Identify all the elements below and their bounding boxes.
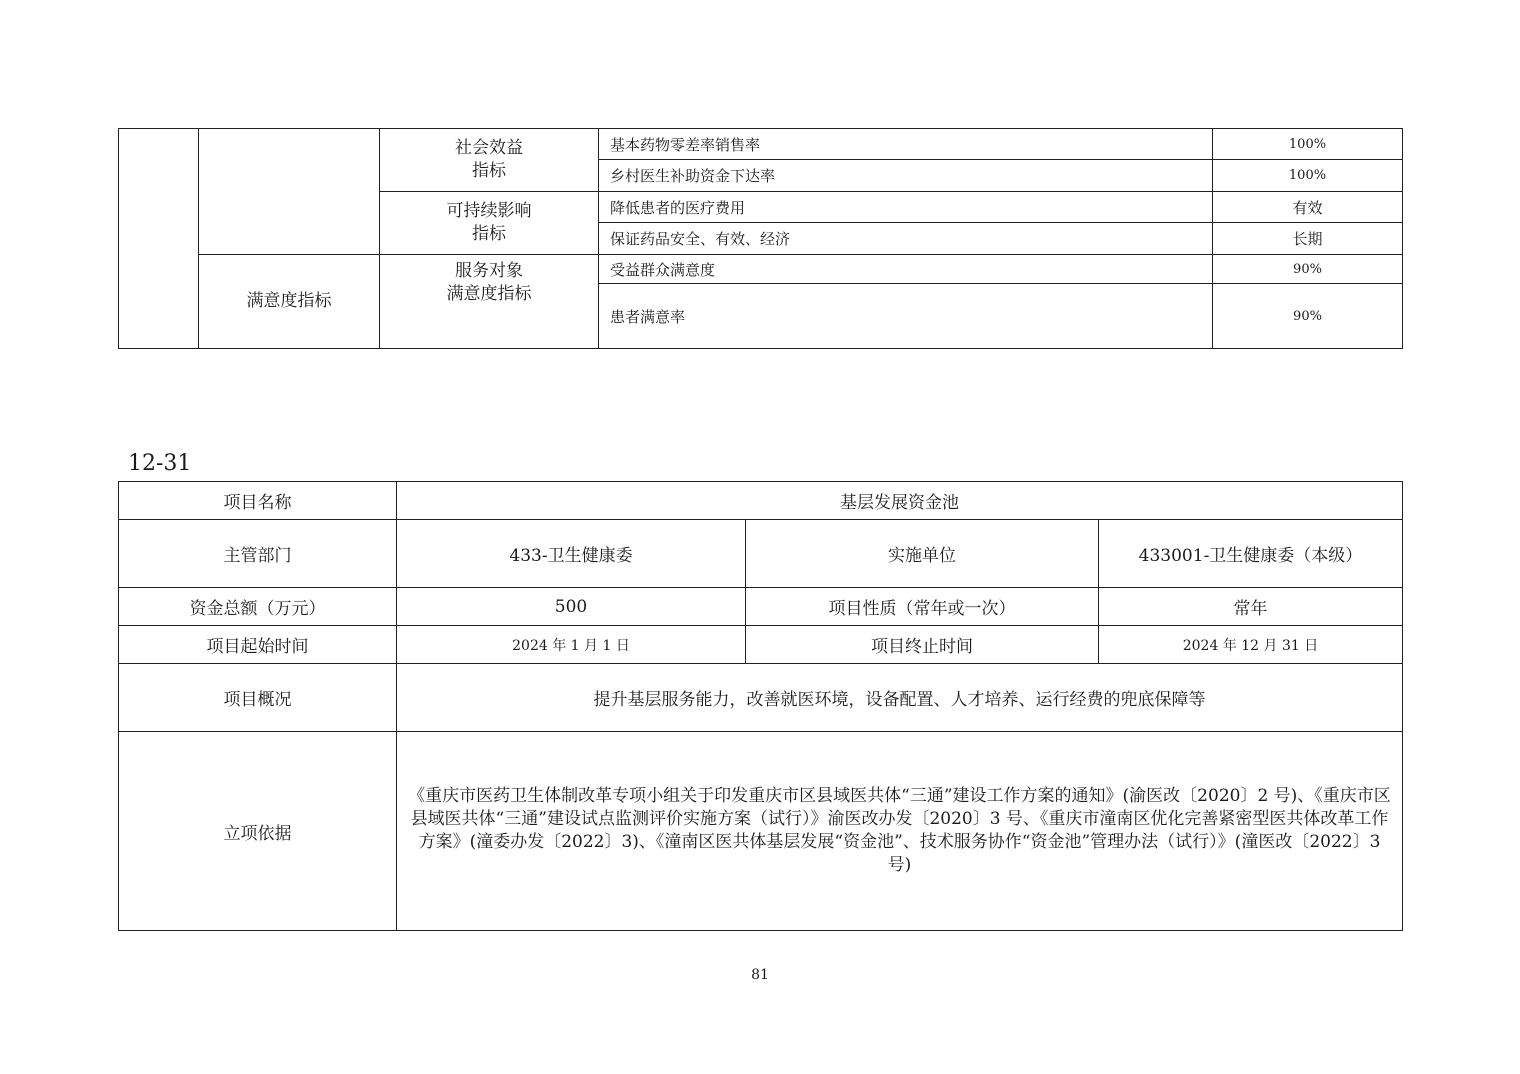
performance-indicator-table: [118, 128, 1403, 349]
value-cell: 100%: [1213, 129, 1403, 160]
unit-value: 433001-卫生健康委（本级）: [1099, 520, 1403, 588]
first-level-cell: [119, 129, 199, 349]
basis-label: 立项依据: [119, 732, 397, 931]
value-cell: 有效: [1213, 192, 1403, 223]
end-label: 项目终止时间: [746, 626, 1099, 664]
end-value: 2024 年 12 月 31 日: [1099, 626, 1403, 664]
indicator-cell: 保证药品安全、有效、经济: [599, 223, 1213, 255]
value-cell: 90%: [1213, 284, 1403, 349]
indicator-cell: 乡村医生补助资金下达率: [599, 160, 1213, 192]
project-name-value: 基层发展资金池: [397, 482, 1403, 520]
value-cell: 100%: [1213, 160, 1403, 192]
fund-label: 资金总额（万元）: [119, 588, 397, 626]
overview-value: 提升基层服务能力，改善就医环境，设备配置、人才培养、运行经费的兜底保障等: [397, 664, 1403, 732]
indicator-cell: 降低患者的医疗费用: [599, 192, 1213, 223]
nature-value: 常年: [1099, 588, 1403, 626]
project-name-label: 项目名称: [119, 482, 397, 520]
fund-value: 500: [397, 588, 746, 626]
service-satisfaction-label: 服务对象 满意度指标: [380, 255, 599, 349]
section-number: 12-31: [128, 451, 192, 476]
satisfaction-label: 满意度指标: [199, 255, 380, 349]
start-value: 2024 年 1 月 1 日: [397, 626, 746, 664]
value-cell: 90%: [1213, 255, 1403, 284]
start-label: 项目起始时间: [119, 626, 397, 664]
unit-label: 实施单位: [746, 520, 1099, 588]
value-cell: 长期: [1213, 223, 1403, 255]
overview-label: 项目概况: [119, 664, 397, 732]
dept-label: 主管部门: [119, 520, 397, 588]
sustainable-impact-label: 可持续影响 指标: [380, 192, 599, 255]
basis-value: 《重庆市医药卫生体制改革专项小组关于印发重庆市区县域医共体“三通”建设工作方案的通知》(渝医改〔2020〕2 号)、《重庆市区县域医共体“三通”建设试点监测评价实施方案（试行）》渝医改办发〔2020〕3 号、《重庆市潼南区优化完善紧密型医共体改革工作方案》(潼委办发〔2022〕3)、《潼南区医共体基层发展“资金池”、技术服务协作“资金池”管理办法（试行）》(潼医改〔2022〕3 号): [397, 732, 1403, 931]
indicator-cell: 患者满意率: [599, 284, 1213, 349]
second-level-cell: [199, 129, 380, 255]
dept-value: 433-卫生健康委: [397, 520, 746, 588]
nature-label: 项目性质（常年或一次）: [746, 588, 1099, 626]
project-info-table: [118, 481, 1403, 931]
indicator-cell: 基本药物零差率销售率: [599, 129, 1213, 160]
page-number: 81: [751, 967, 769, 983]
indicator-cell: 受益群众满意度: [599, 255, 1213, 284]
social-benefit-label: 社会效益 指标: [380, 129, 599, 192]
